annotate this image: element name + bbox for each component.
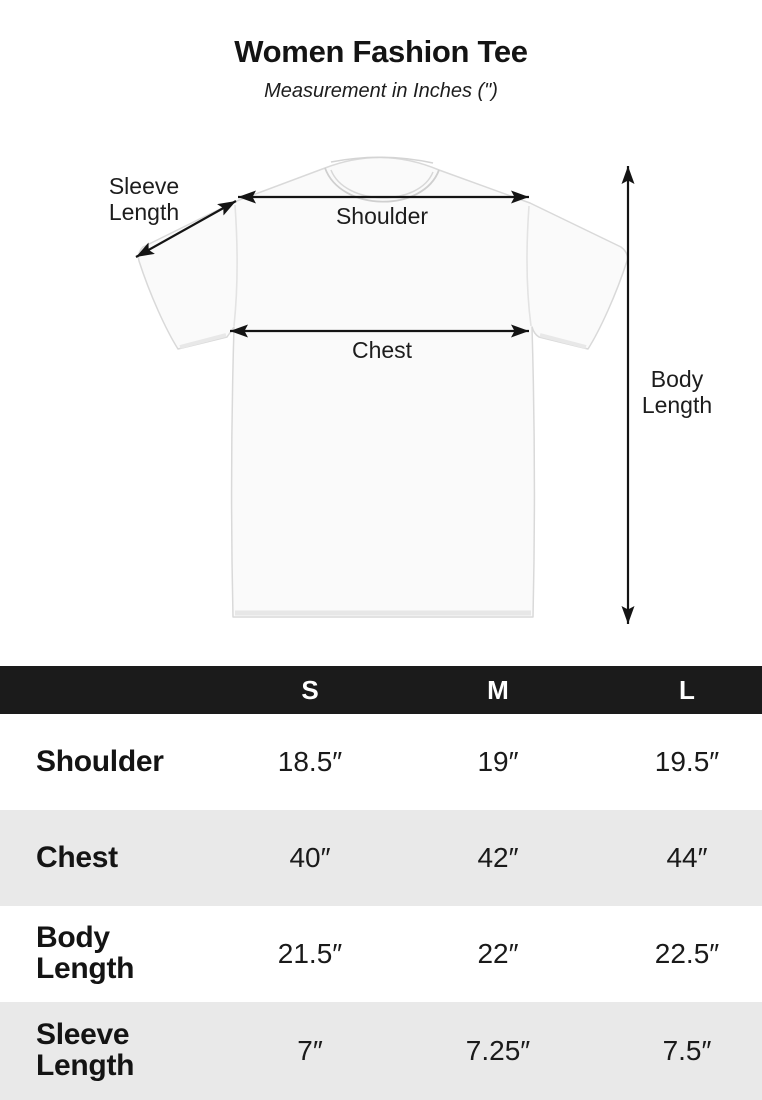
size-value: 42″ (477, 842, 519, 873)
size-value: 18.5″ (277, 746, 343, 777)
body-length-label: Body Length (641, 366, 713, 418)
table-row-chest (0, 810, 762, 906)
size-value: 19″ (477, 746, 519, 777)
size-col-header-l: L (679, 674, 695, 705)
row-label: Body Length (36, 921, 135, 985)
size-col-header-m: M (487, 674, 509, 705)
shoulder-label: Shoulder (335, 203, 429, 229)
size-value: 7.5″ (662, 1035, 712, 1066)
size-value: 7″ (297, 1035, 323, 1066)
size-value: 21.5″ (277, 938, 343, 969)
sleeve-length-label: Sleeve Length (108, 173, 180, 225)
table-row-sleeve-length (0, 1002, 762, 1100)
page-title: Women Fashion Tee (234, 34, 528, 69)
page-subtitle: Measurement in Inches (") (264, 80, 498, 102)
row-label: Chest (36, 840, 118, 874)
size-table (0, 666, 762, 1100)
size-value: 19.5″ (654, 746, 720, 777)
size-value: 22.5″ (654, 938, 720, 969)
size-value: 7.25″ (465, 1035, 531, 1066)
size-table-header-row (0, 666, 762, 714)
table-row-shoulder (0, 714, 762, 810)
size-value: 44″ (666, 842, 708, 873)
size-value: 40″ (289, 842, 331, 873)
size-value: 22″ (477, 938, 519, 969)
row-label: Sleeve Length (36, 1018, 135, 1082)
size-col-header-s: S (301, 674, 319, 705)
row-label: Shoulder (36, 744, 164, 778)
chest-label: Chest (351, 337, 413, 363)
table-row-body-length (0, 906, 762, 1002)
